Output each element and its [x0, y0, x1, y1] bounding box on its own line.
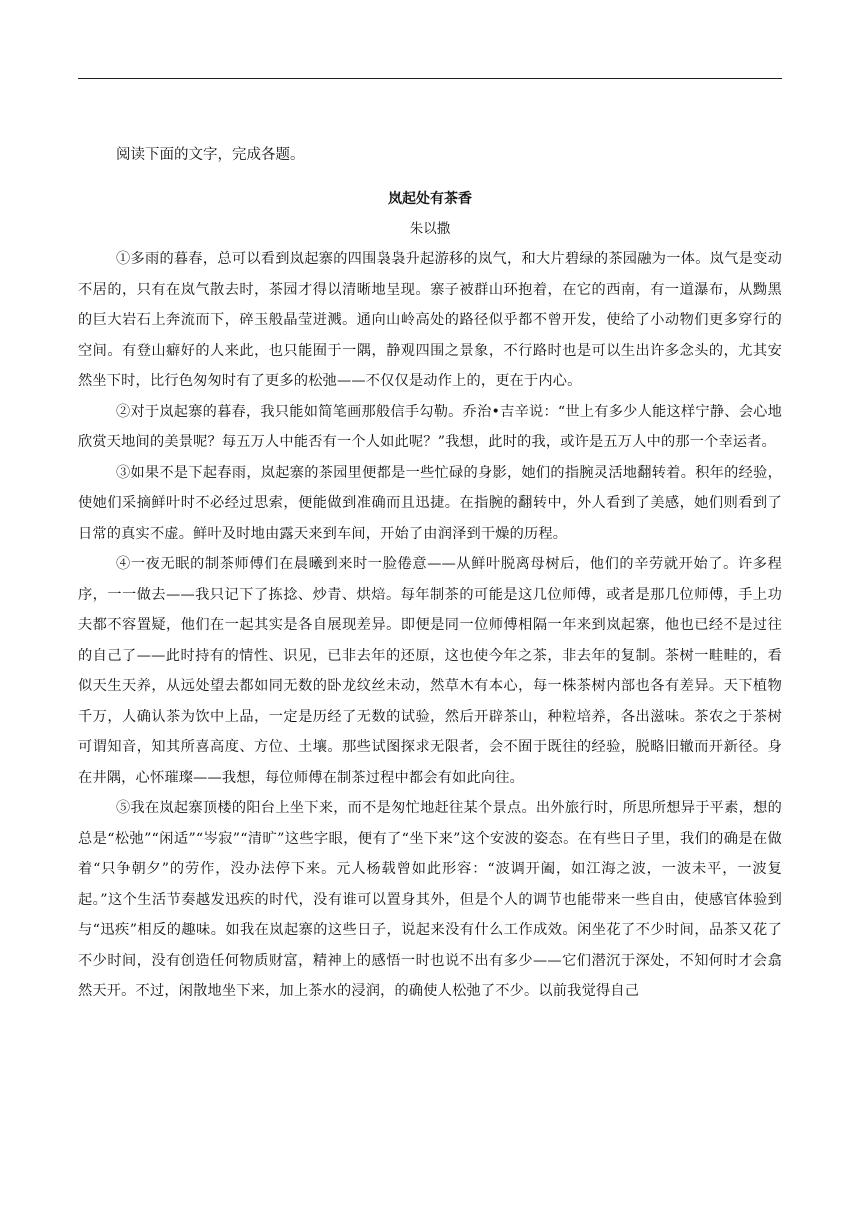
paragraph-1: ①多雨的暮春，总可以看到岚起寨的四围袅袅升起游移的岚气，和大片碧绿的茶园融为一体。岚气是变动不居的，只有在岚气散去时，茶园才得以清晰地呈现。寨子被群山环抱着，在它的西南，有一道瀑布，从黝黑的巨大岩石上奔流而下，碎玉般晶莹迸溅。通向山岭高处的路径似乎都不曾开发，使给了小动物们更多穿行的空间。有登山癖好的人来此，也只能囿于一隅，静观四围之景象，不行路时也是可以生出许多念头的，尤其安然坐下时，比行色匆匆时有了更多的松弛——不仅仅是动作上的，更在于内心。: [78, 251, 782, 389]
reading-instruction: 阅读下面的文字，完成各题。: [116, 147, 305, 163]
header-divider: [78, 78, 782, 79]
paragraph-5: ⑤我在岚起寨顶楼的阳台上坐下来，而不是匆忙地赶往某个景点。出外旅行时，所思所想异于平素，想的总是“松弛”“闲适”“岑寂”“清旷”这些字眼，便有了“坐下来”这个安波的姿态。在有些日子里，我们的确是在做着“只争朝夕”的劳作，没办法停下来。元人杨载曾如此形容：“波调开阖，如江海之波，一波未平，一波复起。”这个生活节奏越发迅疾的时代，没有谁可以置身其外，但是个人的调节也能带来一些自由，使感官体验到与“迅疾”相反的趣味。如我在岚起寨的这些日子，说起来没有什么工作成效。闲坐花了不少时间，品茶又花了不少时间，没有创造任何物质财富，精神上的感悟一时也说不出有多少——它们潜沉于深处，不知何时才会翕然天开。不过，闲散地坐下来，加上茶水的浸润，的确使人松弛了不少。以前我觉得自己: [78, 800, 782, 999]
paragraph-2: ②对于岚起寨的暮春，我只能如简笔画那般信手勾勒。乔治•吉辛说：“世上有多少人能这样宁静、会心地欣赏天地间的美景呢？每五万人中能否有一个人如此呢？”我想，此时的我，或许是五万人中的那一个幸运者。: [78, 403, 782, 450]
article-author: 朱以撒: [409, 221, 451, 237]
paragraph-4: ④一夜无眠的制茶师傅们在晨曦到来时一脸倦意——从鲜叶脱离母树后，他们的辛劳就开始了。许多程序，一一做去——我只记下了拣捻、炒青、烘焙。每年制茶的可能是这几位师傅，或者是那几位师傅，手上功夫都不容置疑，他们在一起其实是各自展现差异。即便是同一位师傅相隔一年来到岚起寨，他也已经不是过往的自己了——此时持有的情性、识见，已非去年的还原，这也使今年之茶，非去年的复制。茶树一畦畦的，看似天生天养，从远处望去都如同无数的卧龙纹丝未动，然草木有本心，每一株茶树内部也各有差异。天下植物千万，人确认茶为饮中上品，一定是历经了无数的试验，然后开辟茶山，种粒培养，各出滋味。茶农之于茶树可谓知音，知其所喜高度、方位、土壤。那些试图探求无限者，会不囿于既往的经验，脱略旧辙而开新径。身在井隅，心怀璀璨——我想，每位师傅在制茶过程中都会有如此向往。: [78, 556, 782, 786]
article-title: 岚起处有茶香: [388, 191, 472, 207]
paragraph-3: ③如果不是下起春雨，岚起寨的茶园里便都是一些忙碌的身影，她们的指腕灵活地翻转着。积年的经验，使她们采摘鲜叶时不必经过思索，便能做到准确而且迅捷。在指腕的翻转中，外人看到了美感，她们则看到了日常的真实不虚。鲜叶及时地由露天来到车间，开始了由润泽到干燥的历程。: [78, 464, 782, 542]
document-body: [78, 140, 782, 1007]
